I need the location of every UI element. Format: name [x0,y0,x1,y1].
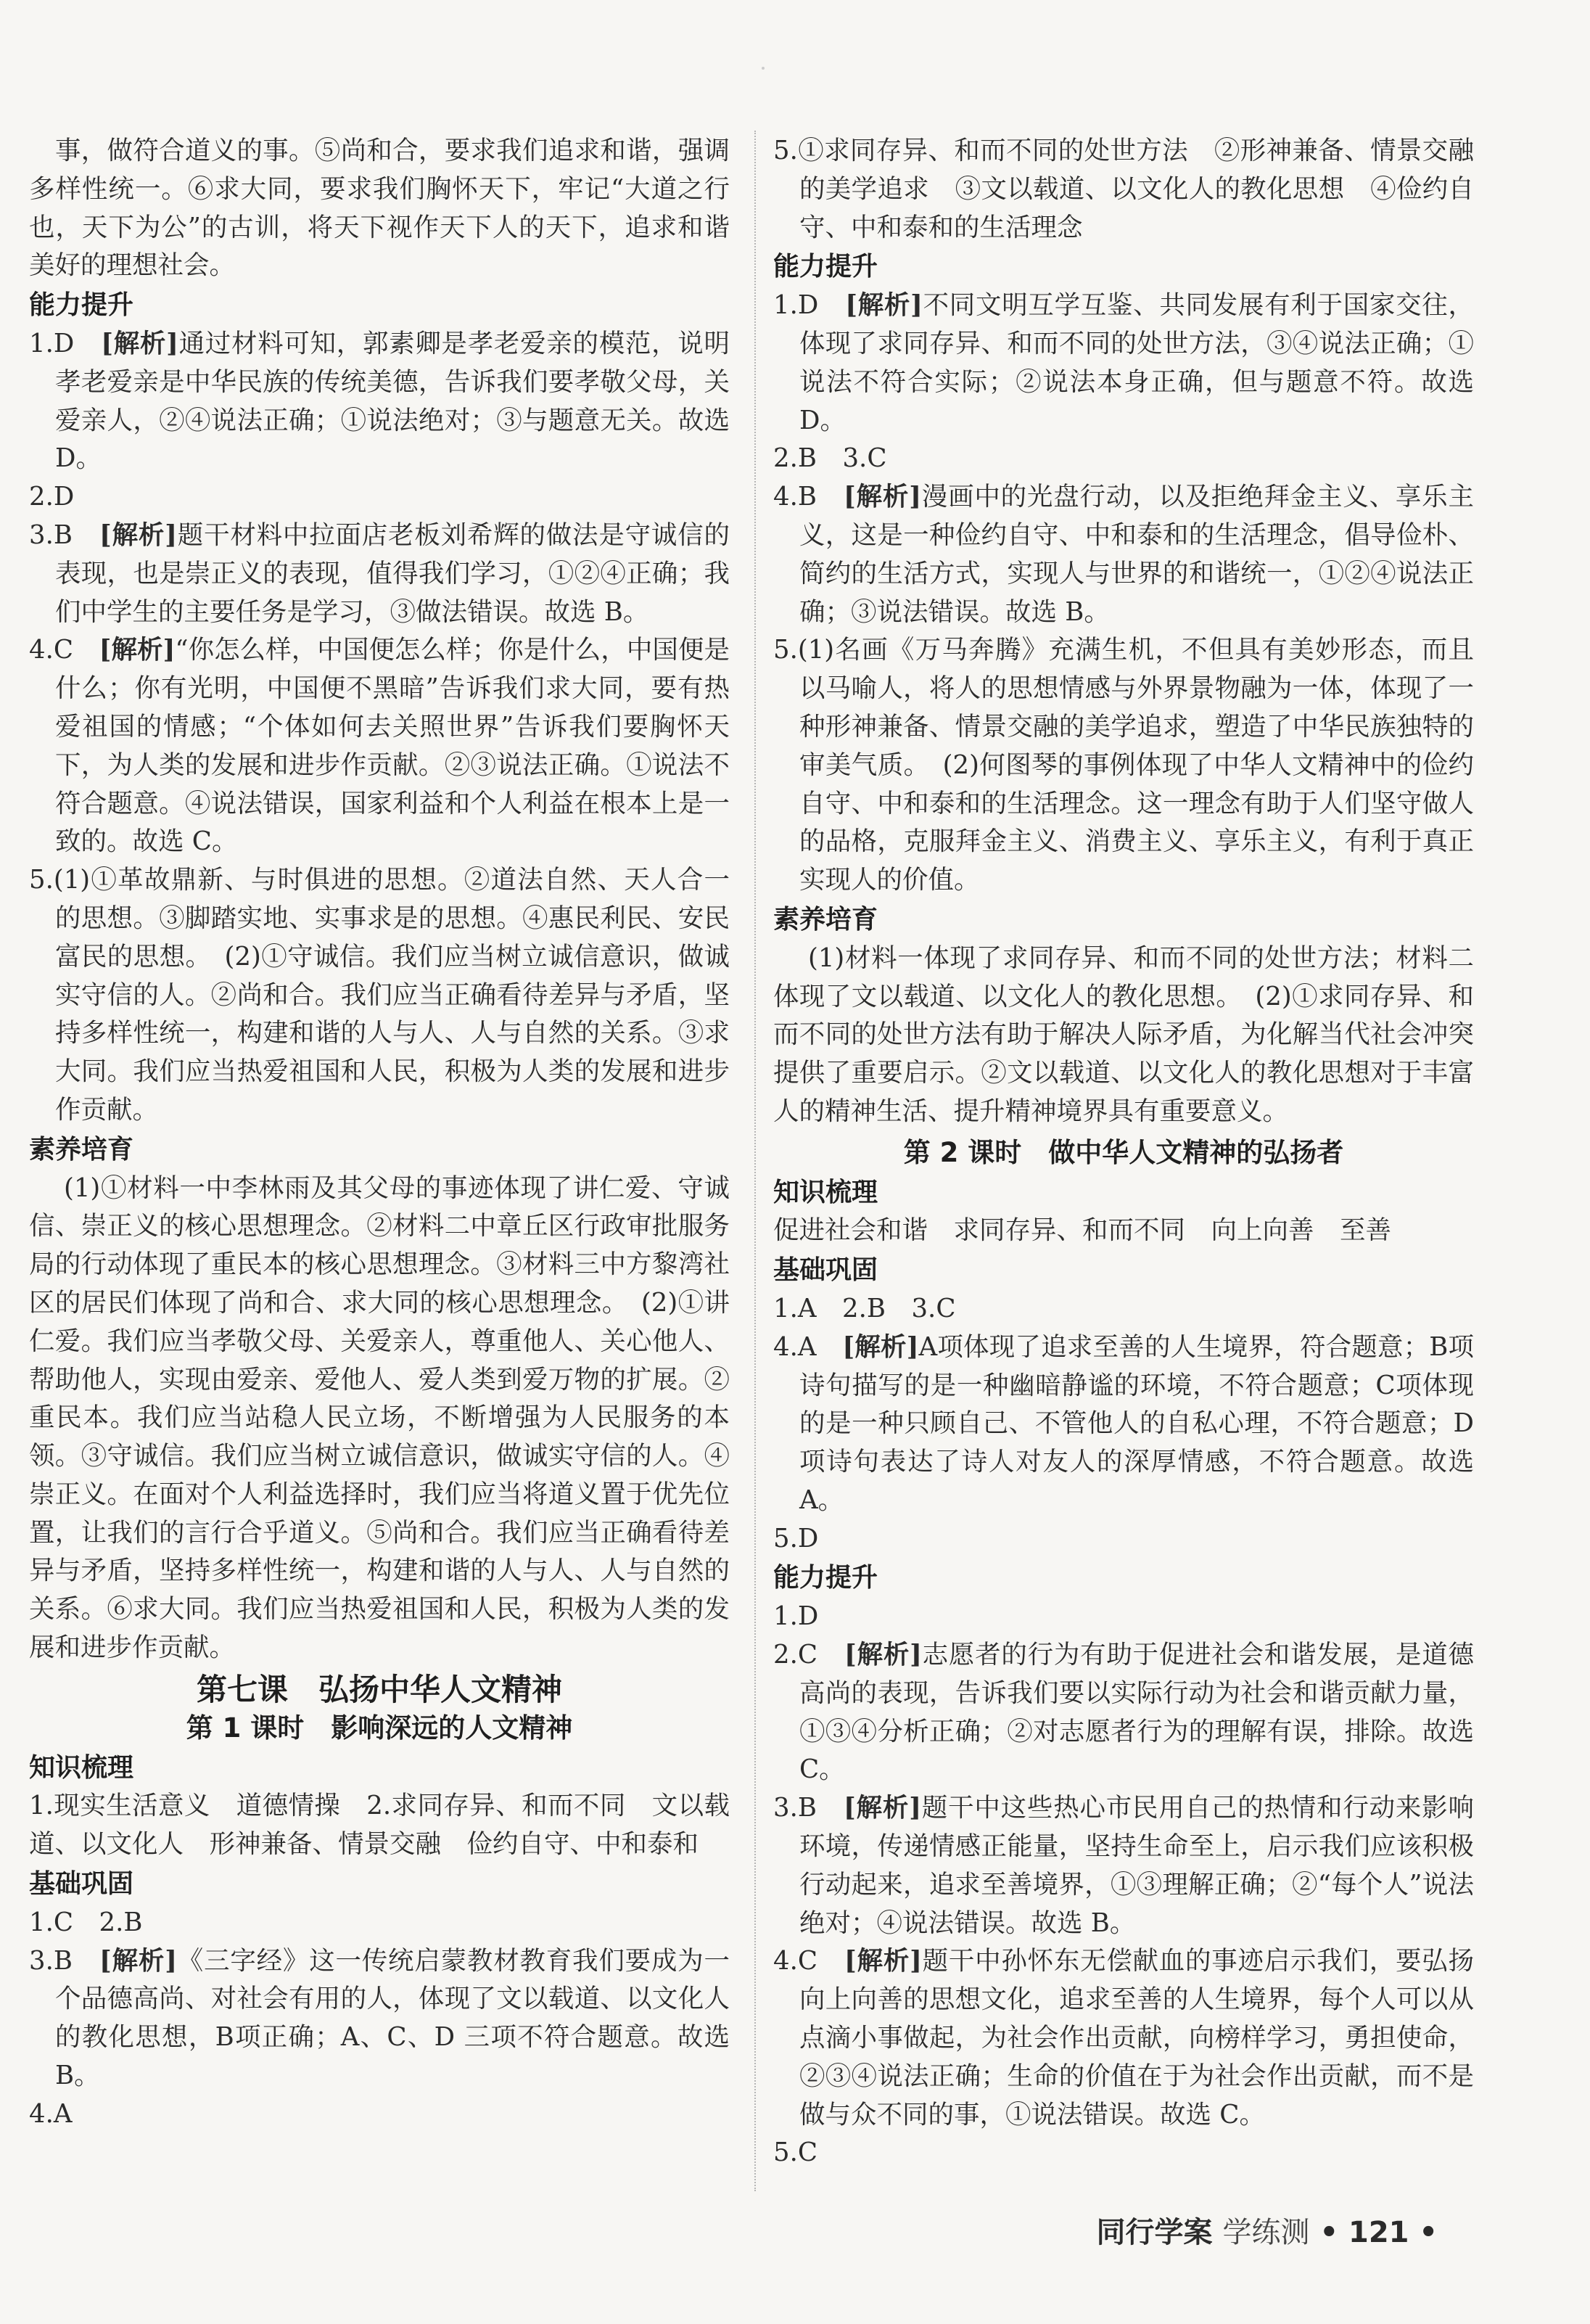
answer-item: 5.C [773,2138,818,2168]
answer-item: 5.①求同存异、和而不同的处世方法 ②形神兼备、情景交融的美学追求 ③文以载道、以文化人的教化思想 ④俭约自守、中和泰和的生活理念 [773,136,1474,242]
column-divider [754,131,756,2191]
section-heading-literacy: 素养培育 [29,1134,134,1165]
section-heading-literacy: 素养培育 [773,904,878,935]
continued-text: 事，做符合道义的事。⑤尚和合，要求我们追求和谐，强调多样性统一。⑥求大同，要求我们胸怀天下，牢记“大道之行也，天下为公”的古训，将天下视作天下人的天下，追求和谐美好的理想社会。 [29,136,730,281]
page-number: • 121 • [1319,2216,1438,2249]
answer-item: 2.D [29,482,75,512]
answer-item: 3.B [ 解析 ] 题干中这些热心市民用自己的热情和行动来影响环境，传递情感正能量，坚持生命至上，启示我们应该积极行动起来，追求至善境界，①③理解正确；②“每个人”说法绝对；④说法错误。故选 B。 [773,1789,1474,1942]
section-heading-knowledge: 知识梳理 [29,1752,134,1783]
section-heading-ability: 能力提升 [773,1563,878,1593]
period-title: 第 2 课时 做中华人文精神的弘扬者 [903,1136,1344,1168]
literacy-answer: (1)材料一体现了求同存异、和而不同的处世方法；材料二体现了文以载道、以文化人的教化思想。 (2)①求同存异、和而不同的处世方法有助于解决人际矛盾，为化解当代社会冲突提供了重要启示。②文以载道、以文化人的教化思想对于丰富人的精神生活、提升精神境界具有重要意义。 [773,943,1474,1126]
answer-item: 4.A [29,2098,73,2129]
answer-item: 1.C 2.B [29,1907,143,1937]
section-heading-ability: 能力提升 [773,252,878,282]
page-footer [1087,2209,1438,2251]
section-heading-basics: 基础巩固 [773,1255,878,1286]
answer-item: 5.D [773,1523,819,1553]
answer-item: 4.C [ 解析 ] “你怎么样，中国便怎么样；你是什么，中国便是什么；你有光明，中国便不黑暗”告诉我们求大同，要有热爱祖国的情感；“个体如何去关照世界”告诉我们要胸怀天下，为人类的发展和进步作贡献。②③说法正确。①说法不符合题意。④说法错误，国家利益和个人利益在根本上是一致的。故选 C。 [29,631,730,861]
answer-item: 2.B 3.C [773,443,887,474]
section-heading-knowledge: 知识梳理 [773,1177,878,1207]
answer-item: 4.C [ 解析 ] 题干中孙怀东无偿献血的事迹启示我们，要弘扬向上向善的思想文化，追求至善的人生境界，每个人可以从点滴小事做起，为社会作出贡献，向榜样学习，勇担使命，②③④说法正确；生命的价值在于为社会作出贡献，而不是做与众不同的事，①说法错误。故选 C。 [773,1942,1474,2134]
answer-item: 2.C [ 解析 ] 志愿者的行为有助于促进社会和谐发展，是道德高尚的表现，告诉我们要以实际行动为社会和谐贡献力量，①③④分析正确；②对志愿者行为的理解有误，排除。故选 C。 [773,1636,1474,1789]
right-column [773,132,1474,2172]
answer-item: 1.D [773,1601,819,1632]
knowledge-answer: 1.现实生活意义 道德情操 2.求同存异、和而不同 文以载道、以文化人 形神兼备、情景交融 俭约自守、中和泰和 [29,1791,730,1860]
answer-item: 5.(1)名画《万马奔腾》充满生机，不但具有美妙形态，而且以马喻人，将人的思想情感与外界景物融为一体，体现了一种形神兼备、情景交融的美学追求，塑造了中华民族独特的审美气质。 (2)何图琴的事例体现了中华人文精神中的俭约自守、中和泰和的生活理念。这一理念有助于人们坚守做人的品格，克服拜金主义、消费主义、享乐主义，有利于真正实现人的价值。 [773,635,1474,895]
scan-mark [762,67,765,70]
left-column [29,132,730,2134]
answer-item: 5.(1)①革故鼎新、与时俱进的思想。②道法自然、天人合一的思想。③脚踏实地、实事求是的思想。④惠民利民、安民富民的思想。 (2)①守诚信。我们应当树立诚信意识，做诚实守信的人。②尚和合。我们应当正确看待差异与矛盾，坚持多样性统一，构建和谐的人与人、人与自然的关系。③求大同。我们应当热爱祖国和人民，积极为人类的发展和进步作贡献。 [29,865,730,1125]
answer-item: 4.A [ 解析 ] A项体现了追求至善的人生境界，符合题意；B项诗句描写的是一种幽暗静谧的环境，不符合题意；C项体现的是一种只顾自己、不管他人的自私心理，不符合题意；D项诗句表达了诗人对友人的深厚情感，不符合题意。故选 A。 [773,1329,1474,1520]
answer-item: 1.D [ 解析 ] 通过材料可知，郭素卿是孝老爱亲的模范，说明孝老爱亲是中华民族的传统美德，告诉我们要孝敬父母，关爱亲人，②④说法正确；①说法绝对；③与题意无关。故选 D。 [29,325,730,478]
answer-item: 3.B [ 解析 ] 题干材料中拉面店老板刘希辉的做法是守诚信的表现，也是崇正义的表现，值得我们学习，①②④正确；我们中学生的主要任务是学习，③做法错误。故选 B。 [29,517,730,631]
knowledge-answer: 促进社会和谐 求同存异、和而不同 向上向善 至善 [773,1215,1392,1246]
answer-item: 4.B [ 解析 ] 漫画中的光盘行动，以及拒绝拜金主义、享乐主义，这是一种俭约自守、中和泰和的生活理念，倡导俭朴、简约的生活方式，实现人与世界的和谐统一，①②④说法正确；③说法错误。故选 B。 [773,478,1474,631]
section-heading-basics: 基础巩固 [29,1869,134,1900]
answer-item: 1.D [ 解析 ] 不同文明互学互鉴、共同发展有利于国家交往，体现了求同存异、和而不同的处世方法，③④说法正确；①说法不符合实际；②说法本身正确，但与题意不符。故选 D。 [773,287,1474,440]
lesson-title: 第七课 弘扬中华人文精神 [196,1671,562,1707]
series-name: 学练测 [1222,2216,1310,2249]
brand-name: 同行学案 [1096,2216,1213,2249]
literacy-answer: (1)①材料一中李林雨及其父母的事迹体现了讲仁爱、守诚信、崇正义的核心思想理念。②材料二中章丘区行政审批服务局的行动体现了重民本的核心思想理念。③材料三中方黎湾社区的居民们体现了尚和合、求大同的核心思想理念。 (2)①讲仁爱。我们应当孝敬父母、关爱亲人，尊重他人、关心他人、帮助他人，实现由爱亲、爱他人、爱人类到爱万物的扩展。②重民本。我们应当站稳人民立场，不断增强为人民服务的本领。③守诚信。我们应当树立诚信意识，做诚实守信的人。④崇正义。在面对个人利益选择时，我们应当将道义置于优先位置，让我们的言行合乎道义。⑤尚和合。我们应当正确看待差异与矛盾，坚持多样性统一，构建和谐的人与人、人与自然的关系。⑥求大同。我们应当热爱祖国和人民，积极为人类的发展和进步作贡献。 [29,1173,730,1663]
answer-item: 3.B [ 解析 ] 《三字经》这一传统启蒙教材教育我们要成为一个品德高尚、对社会有用的人，体现了文以载道、以文化人的教化思想，B项正确；A、C、D 三项不符合题意。故选 B。 [29,1942,730,2095]
answer-item: 1.A 2.B 3.C [773,1293,956,1323]
section-heading-ability: 能力提升 [29,290,134,321]
period-title: 第 1 课时 影响深远的人文精神 [186,1712,573,1744]
